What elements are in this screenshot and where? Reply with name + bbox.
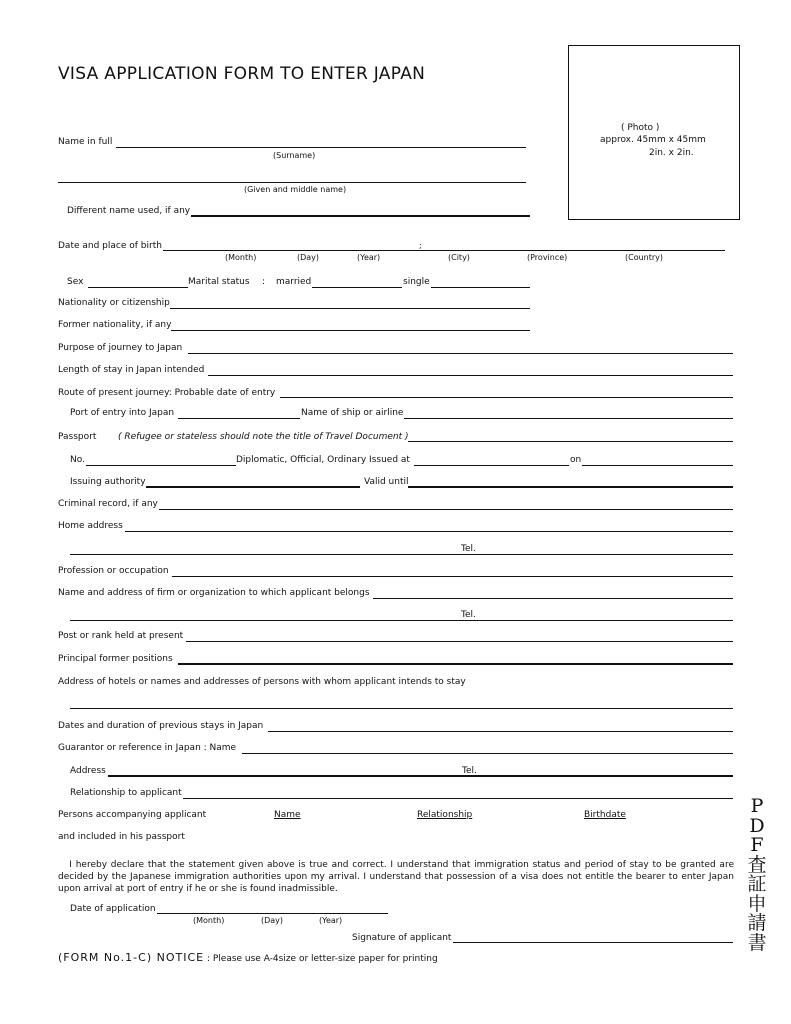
nationality-label: Nationality or citizenship [58,298,170,308]
notice-text: : Please use A-4size or letter-size paper for printing [204,954,438,964]
relationship-field[interactable] [183,798,733,799]
profession-field[interactable] [172,576,733,577]
relationship-label: Relationship to applicant [70,788,182,798]
side-stamp-char: 査 [747,853,767,876]
travel-document-field[interactable] [408,441,733,442]
birth-field[interactable] [163,250,725,251]
photo-box [568,45,740,220]
married-label: married [276,277,312,287]
guarantor-tel-label: Tel. [462,766,477,776]
issuing-authority-field[interactable] [146,486,360,488]
birth-country-caption: (Country) [625,253,664,262]
birth-label: Date and place of birth [58,241,162,251]
former-nationality-field[interactable] [171,330,530,331]
previous-stays-label: Dates and duration of previous stays in Japan [58,721,264,731]
surname-field[interactable] [116,147,526,148]
birth-month-caption: (Month) [225,253,257,262]
declaration-text [58,859,734,895]
guarantor-name-field[interactable] [242,753,733,754]
birth-colon: ; [419,241,422,250]
side-stamp-char: 証 [747,873,767,895]
accompanying-relationship-header: Relationship [417,810,473,820]
side-stamp-char: D [749,814,765,837]
passport-label: Passport [58,432,97,442]
different-name-field[interactable] [191,215,530,217]
married-field[interactable] [312,287,402,288]
valid-until-label: Valid until [364,477,409,487]
purpose-label: Purpose of journey to Japan [58,343,183,353]
length-of-stay-label: Length of stay in Japan intended [58,365,205,375]
sex-label: Sex [67,277,84,287]
purpose-field[interactable] [188,353,733,354]
home-address-field[interactable] [125,531,733,532]
declaration-body: I hereby declare that the statement given above is true and correct. I understand that immigration status and period of stay to be granted are decided by the Japanese immigration authorities upon my arrival. I understand that possession of a visa does not entitle the bearer to enter Japan upon arrival at port of entry if he or she is found inadmissible. [58,860,734,894]
name-in-full-label: Name in full [58,137,113,147]
given-name-caption: (Given and middle name) [244,185,347,194]
side-stamp-char: F [750,834,764,856]
ship-airline-label: Name of ship or airline [301,408,404,418]
sex-field[interactable] [88,287,188,288]
included-passport-label: and included in his passport [58,832,185,842]
home-tel-label: Tel. [461,544,476,554]
form-title: VISA APPLICATION FORM TO ENTER JAPAN [58,64,426,84]
passport-note: ( Refugee or stateless should note the title of Travel Document ) [118,432,409,442]
side-stamp-char: 申 [747,892,767,915]
app-day-caption: (Day) [261,916,284,925]
side-stamp-char: 書 [747,931,767,954]
former-positions-field[interactable] [178,663,733,665]
length-of-stay-field[interactable] [208,375,733,376]
home-address-line2-field[interactable] [70,554,733,555]
passport-no-field[interactable] [86,465,236,466]
form-footer [58,946,438,965]
nationality-field[interactable] [170,308,530,309]
firm-label: Name and address of firm or organization to which applicant belongs [58,588,370,598]
birth-day-caption: (Day) [297,253,320,262]
marital-status-label: Marital status [188,277,250,287]
guarantor-address-label: Address [70,766,106,776]
port-of-entry-label: Port of entry into Japan [70,408,175,418]
app-month-caption: (Month) [193,916,225,925]
app-year-caption: (Year) [319,916,343,925]
post-rank-label: Post or rank held at present [58,631,184,641]
hotels-label: Address of hotels or names and addresses of persons with whom applicant intends to stay [58,677,466,687]
photo-size-mm: approx. 45mm x 45mm [600,135,706,145]
signature-field[interactable] [453,942,733,943]
home-address-label: Home address [58,521,123,531]
date-of-application-field[interactable] [157,913,388,914]
passport-no-label: No. [70,455,85,465]
ship-airline-field[interactable] [404,418,733,419]
port-of-entry-field[interactable] [178,418,300,419]
previous-stays-field[interactable] [268,731,733,732]
birth-province-caption: (Province) [527,253,568,262]
entry-date-field[interactable] [280,397,733,398]
date-of-application-label: Date of application [70,904,156,914]
issued-on-label: on [570,455,582,465]
issuing-authority-label: Issuing authority [70,477,146,487]
former-nationality-label: Former nationality, if any [58,320,172,330]
issued-at-field[interactable] [414,465,569,466]
marital-colon: : [262,277,266,287]
birth-city-caption: (City) [448,253,470,262]
given-name-field[interactable] [58,182,526,183]
signature-label: Signature of applicant [352,933,452,943]
side-stamp-char: 請 [747,912,767,934]
guarantor-label: Guarantor or reference in Japan : Name [58,743,237,753]
accompanying-name-header: Name [274,810,301,820]
profession-label: Profession or occupation [58,566,169,576]
side-stamp [744,797,770,953]
post-rank-field[interactable] [186,641,733,642]
single-field[interactable] [431,287,530,288]
issued-at-label: Diplomatic, Official, Ordinary Issued at [236,455,410,465]
firm-field[interactable] [373,598,733,599]
side-stamp-char: P [750,795,764,817]
form-number-notice: (FORM No.1-C) NOTICE [58,951,205,964]
route-label: Route of present journey: Probable date of entry [58,388,276,398]
criminal-record-label: Criminal record, if any [58,499,158,509]
hotels-field[interactable] [70,708,733,709]
former-positions-label: Principal former positions [58,654,173,664]
guarantor-address-field[interactable] [108,775,733,777]
issued-on-field[interactable] [582,465,733,466]
firm-line2-field[interactable] [70,620,733,621]
photo-label: ( Photo ) [621,123,660,133]
criminal-record-field[interactable] [159,509,733,510]
single-label: single [403,277,430,287]
accompanying-birthdate-header: Birthdate [584,810,626,820]
photo-size-in: 2in. x 2in. [649,148,694,158]
firm-tel-label: Tel. [461,610,476,620]
valid-until-field[interactable] [408,486,733,488]
persons-accompanying-label: Persons accompanying applicant [58,810,207,820]
birth-year-caption: (Year) [357,253,381,262]
different-name-label: Different name used, if any [67,206,191,216]
surname-caption: (Surname) [273,151,316,160]
